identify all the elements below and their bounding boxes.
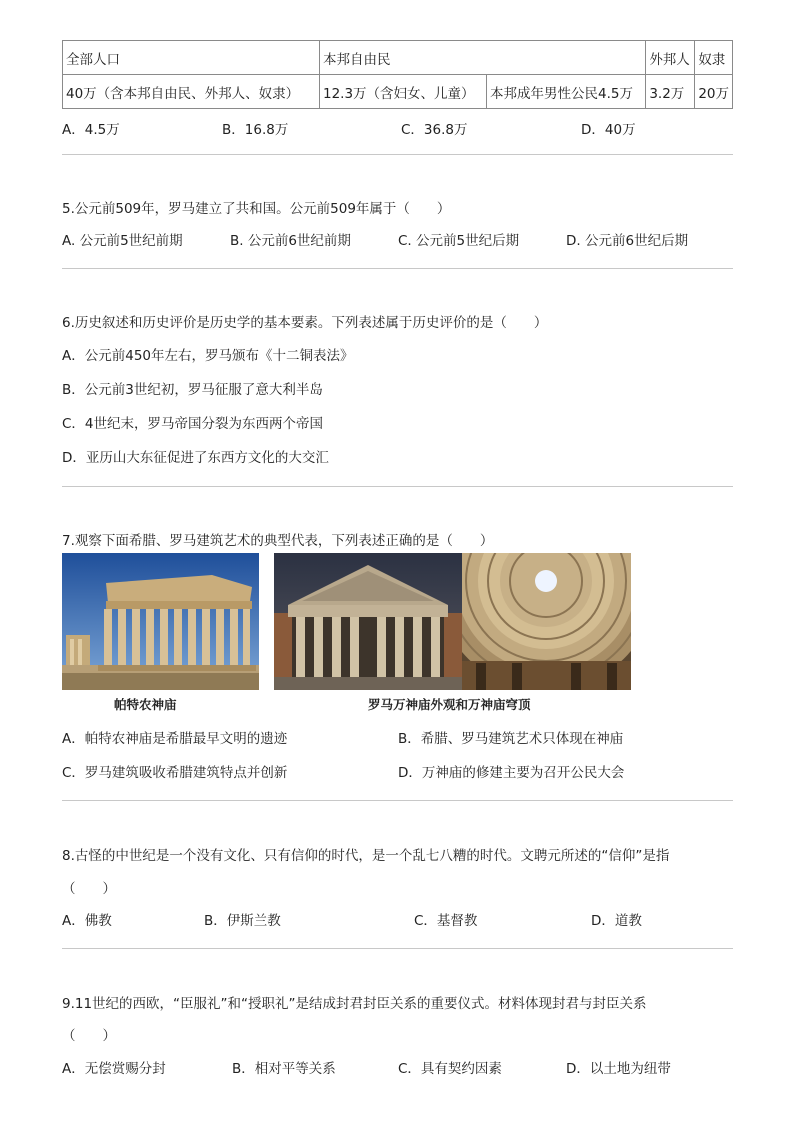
divider — [62, 154, 733, 155]
q8-option-b[interactable]: B．伊斯兰教 — [204, 913, 281, 929]
q9-answer-paren: （ ） — [62, 1028, 116, 1044]
table-cell: 本邦成年男性公民4.5万 — [487, 75, 646, 109]
table-cell: 奴隶 — [695, 41, 733, 75]
q7-option-a[interactable]: A．帕特农神庙是希腊最早文明的遗迹 — [62, 731, 288, 747]
q8-option-d[interactable]: D．道教 — [591, 913, 642, 929]
q4-option-b[interactable]: B．16.8万 — [222, 122, 289, 138]
q8-option-c[interactable]: C．基督教 — [414, 913, 478, 929]
q8-option-a[interactable]: A．佛教 — [62, 913, 112, 929]
divider — [62, 268, 733, 269]
q7-stem: 7.观察下面希腊、罗马建筑艺术的典型代表，下列表述正确的是（ ） — [62, 533, 494, 549]
table-row — [63, 75, 733, 109]
pantheon-dome-photo — [462, 553, 631, 690]
q7-option-b[interactable]: B．希腊、罗马建筑艺术只体现在神庙 — [398, 731, 624, 747]
pantheon-caption: 罗马万神庙外观和万神庙穹顶 — [368, 697, 531, 712]
q6-option-d[interactable]: D．亚历山大东征促进了东西方文化的大交汇 — [62, 450, 329, 466]
q5-option-a[interactable]: A. 公元前5世纪前期 — [62, 233, 183, 249]
population-table — [62, 40, 733, 109]
q7-option-c[interactable]: C．罗马建筑吸收希腊建筑特点并创新 — [62, 765, 288, 781]
table-cell: 外邦人 — [646, 41, 695, 75]
table-cell: 12.3万（含妇女、儿童） — [320, 75, 487, 109]
q9-option-d[interactable]: D．以土地为纽带 — [566, 1061, 671, 1077]
table-cell: 3.2万 — [646, 75, 695, 109]
q5-option-c[interactable]: C. 公元前5世纪后期 — [398, 233, 520, 249]
divider — [62, 486, 733, 487]
q6-option-a[interactable]: A．公元前450年左右，罗马颁布《十二铜表法》 — [62, 348, 354, 364]
parthenon-caption: 帕特农神庙 — [114, 697, 177, 712]
q5-option-d[interactable]: D. 公元前6世纪后期 — [566, 233, 689, 249]
q8-answer-paren: （ ） — [62, 881, 116, 897]
table-header-row — [63, 41, 733, 75]
divider — [62, 948, 733, 949]
q9-stem: 9.11世纪的西欧，“臣服礼”和“授职礼”是结成封君封臣关系的重要仪式。材料体现封君与封臣关系 — [62, 996, 647, 1012]
table-cell: 40万（含本邦自由民、外邦人、奴隶） — [63, 75, 320, 109]
parthenon-photo — [62, 553, 259, 690]
q4-option-a[interactable]: A．4.5万 — [62, 122, 120, 138]
q6-stem: 6.历史叙述和历史评价是历史学的基本要素。下列表述属于历史评价的是（ ） — [62, 315, 548, 331]
divider — [62, 800, 733, 801]
q5-stem: 5.公元前509年，罗马建立了共和国。公元前509年属于（ ） — [62, 201, 451, 217]
q6-option-b[interactable]: B．公元前3世纪初，罗马征服了意大利半岛 — [62, 382, 323, 398]
q4-option-d[interactable]: D．40万 — [581, 122, 636, 138]
table-cell: 20万 — [695, 75, 733, 109]
table-cell: 本邦自由民 — [320, 41, 646, 75]
q9-option-b[interactable]: B．相对平等关系 — [232, 1061, 336, 1077]
q5-option-b[interactable]: B. 公元前6世纪前期 — [230, 233, 351, 249]
table-cell: 全部人口 — [63, 41, 320, 75]
q8-stem: 8.古怪的中世纪是一个没有文化、只有信仰的时代，是一个乱七八糟的时代。文聘元所述的“信仰”是指 — [62, 848, 670, 864]
q7-option-d[interactable]: D．万神庙的修建主要为召开公民大会 — [398, 765, 625, 781]
q9-option-c[interactable]: C．具有契约因素 — [398, 1061, 502, 1077]
q6-option-c[interactable]: C．4世纪末，罗马帝国分裂为东西两个帝国 — [62, 416, 324, 432]
pantheon-exterior-photo — [274, 553, 462, 690]
q9-option-a[interactable]: A．无偿赏赐分封 — [62, 1061, 166, 1077]
q4-option-c[interactable]: C．36.8万 — [401, 122, 468, 138]
